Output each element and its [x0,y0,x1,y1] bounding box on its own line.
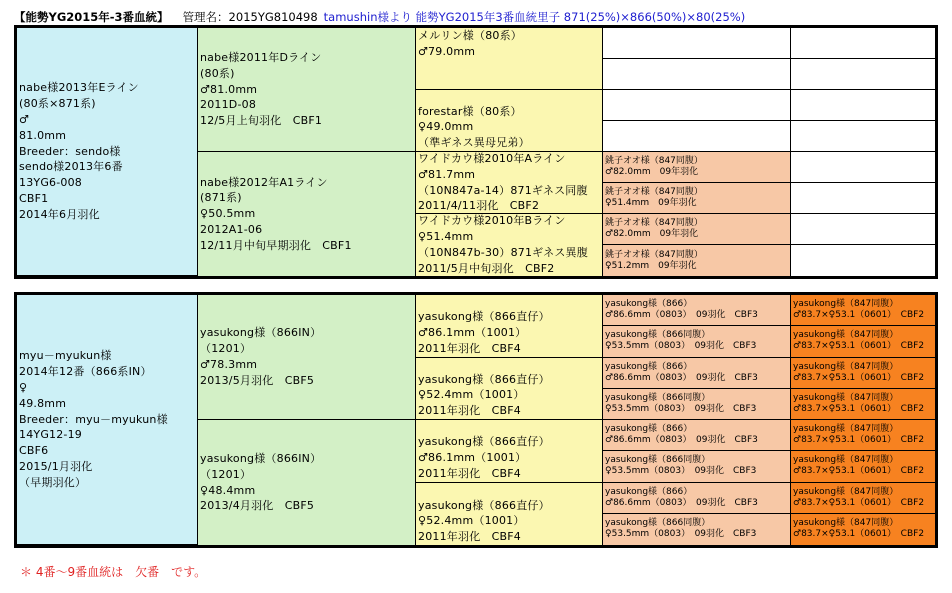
g5-cell: yasukong様（847同腹） ♂83.7×♀53.1（0601） CBF2 [791,389,935,420]
g4-cell: 銚子オオ様（847同腹） ♂82.0mm 09年羽化 [603,152,791,183]
sire-mother-cell: nabe様2012年A1ライン (871系) ♀50.5mm 2012A1-06 12/11月中旬早期羽化 CBF1 [198,152,416,276]
empty-cell [791,59,935,90]
g4-cell: yasukong様（866同腹） ♀53.5mm（0803） 09羽化 CBF3 [603,326,791,357]
g4-cell: yasukong様（866同腹） ♀53.5mm（0803） 09羽化 CBF3 [603,514,791,545]
g4-cell: yasukong様（866） ♂86.6mm（0803） 09羽化 CBF3 [603,483,791,514]
dam-father-cell: yasukong様（866IN） （1201） ♂78.3mm 2013/5月羽化 CBF5 [198,295,416,420]
g5-cell: yasukong様（847同腹） ♂83.7×♀53.1（0601） CBF2 [791,358,935,389]
empty-cell [603,59,791,90]
page-header [14,10,745,24]
empty-cell [791,245,935,276]
ggp-cell-1: メルリン様（80系） ♂79.0mm [416,28,603,90]
lot-id: 管理名：2015YG810498 [182,10,318,24]
g5-cell: yasukong様（847同腹） ♂83.7×♀53.1（0601） CBF2 [791,326,935,357]
sire-cell: nabe様2013年Eライン (80系×871系) ♂ 81.0mm Breeder：sendo様 sendo様2013年6番 13YG6-008 CBF1 2014年6月羽化 [17,28,198,276]
g4-cell: 銚子オオ様（847同腹） ♂82.0mm 09年羽化 [603,214,791,245]
g4-cell: yasukong様（866同腹） ♀53.5mm（0803） 09羽化 CBF3 [603,389,791,420]
empty-cell [791,214,935,245]
ggp-cell-2: yasukong様（866直仔） ♀52.4mm（1001） 2011年羽化 CBF4 [416,358,603,421]
g4-cell: yasukong様（866） ♂86.6mm（0803） 09羽化 CBF3 [603,295,791,326]
ggp-cell-3: yasukong様（866直仔） ♂86.1mm（1001） 2011年羽化 CBF4 [416,420,603,483]
footnote: ＊ 4番～9番血統は 欠番 です。 [20,565,207,579]
ggp-cell-3: ワイドカウ様2010年Aライン ♂81.7mm （10N847a-14）871ギネス同腹 2011/4/11羽化 CBF2 [416,152,603,214]
empty-cell [603,90,791,121]
g5-cell: yasukong様（847同腹） ♂83.7×♀53.1（0601） CBF2 [791,483,935,514]
ggp-cell-1: yasukong様（866直仔） ♂86.1mm（1001） 2011年羽化 CBF4 [416,295,603,358]
pedigree-table-dam [14,292,938,548]
g5-cell: yasukong様（847同腹） ♂83.7×♀53.1（0601） CBF2 [791,514,935,545]
empty-cell [791,28,935,59]
ggp-cell-4: ワイドカウ様2010年Bライン ♀51.4mm （10N847b-30）871ギネス異腹 2011/5月中旬羽化 CBF2 [416,214,603,276]
empty-cell [791,90,935,121]
sire-father-cell: nabe様2011年Dライン (80系) ♂81.0mm 2011D-08 12/5月上旬羽化 CBF1 [198,28,416,152]
empty-cell [791,183,935,214]
dam-mother-cell: yasukong様（866IN） （1201） ♀48.4mm 2013/4月羽化 CBF5 [198,420,416,545]
g4-cell: 銚子オオ様（847同腹） ♀51.2mm 09年羽化 [603,245,791,276]
empty-cell [603,121,791,152]
ggp-cell-2: forestar様（80系） ♀49.0mm （準ギネス異母兄弟） [416,90,603,152]
g5-cell: yasukong様（847同腹） ♂83.7×♀53.1（0601） CBF2 [791,420,935,451]
empty-cell [603,28,791,59]
g5-cell: yasukong様（847同腹） ♂83.7×♀53.1（0601） CBF2 [791,451,935,482]
ggp-cell-4: yasukong様（866直仔） ♀52.4mm（1001） 2011年羽化 CBF4 [416,483,603,546]
dam-cell: myu－myukun様 2014年12番（866系IN） ♀ 49.8mm Breeder：myu－myukun様 14YG12-19 CBF6 2015/1月羽化 （早期羽化） [17,295,198,545]
empty-cell [791,121,935,152]
g5-cell: yasukong様（847同腹） ♂83.7×♀53.1（0601） CBF2 [791,295,935,326]
source-text: tamushin様より 能勢YG2015年3番血統里子 871(25%)×866(50%)×80(25%) [323,10,746,24]
g4-cell: yasukong様（866同腹） ♀53.5mm（0803） 09羽化 CBF3 [603,451,791,482]
page-title: 【能勢YG2015年-3番血統】 [14,10,169,24]
pedigree-table-sire [14,25,938,279]
g4-cell: 銚子オオ様（847同腹） ♀51.4mm 09年羽化 [603,183,791,214]
g4-cell: yasukong様（866） ♂86.6mm（0803） 09羽化 CBF3 [603,420,791,451]
empty-cell [791,152,935,183]
g4-cell: yasukong様（866） ♂86.6mm（0803） 09羽化 CBF3 [603,358,791,389]
